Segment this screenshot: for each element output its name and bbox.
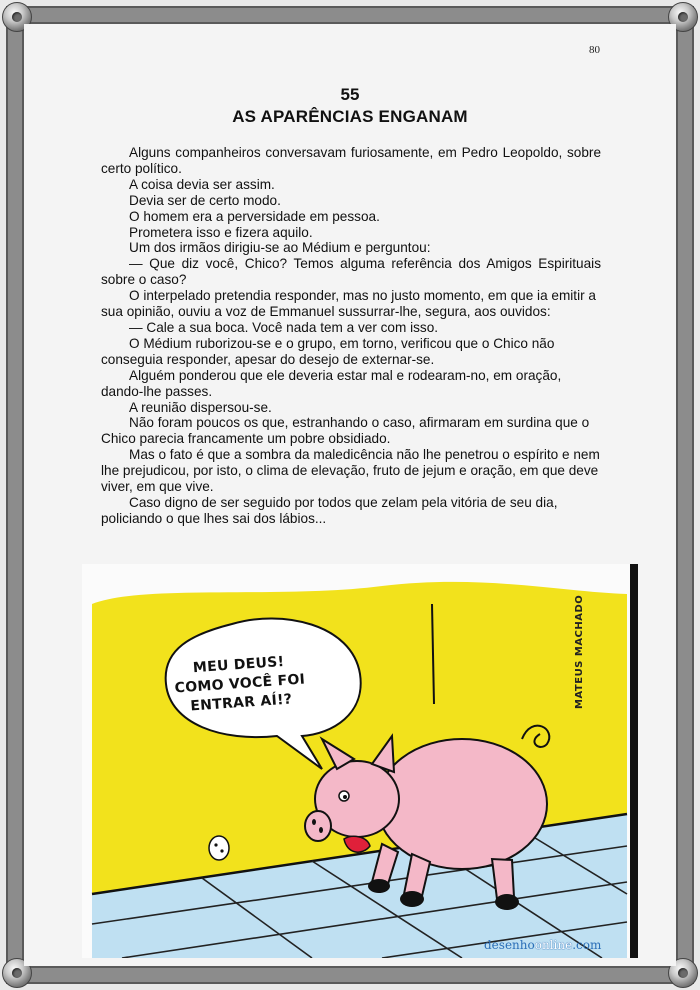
page-number: 80: [589, 44, 600, 56]
paragraph: — Que diz você, Chico? Temos alguma referência dos Amigos Espirituais sobre o caso?: [101, 256, 601, 288]
paragraph: O homem era a perversidade em pessoa.: [129, 208, 380, 224]
chapter-body: [101, 145, 601, 527]
chapter-number: 55: [340, 85, 360, 104]
paragraph: Alguém ponderou que ele deveria estar mal e rodearam-no, em oração, dando-lhe passes.: [101, 367, 562, 399]
watermark-part: .com: [572, 938, 602, 952]
watermark: [484, 938, 601, 952]
chapter-title: AS APARÊNCIAS ENGANAM: [232, 107, 468, 126]
cartoon-drawing: [82, 564, 638, 958]
paragraph: Não foram poucos os que, estranhando o caso, afirmaram em surdina que o Chico parecia francamente um pobre obsidiado.: [101, 415, 590, 447]
paragraph: Mas o fato é que a sombra da maledicência não lhe penetrou o espírito e nem lhe prejudicou, por isto, o clima de elevação, fruto de jejum e oração, em que deve viver, em que vive.: [101, 447, 600, 495]
page: [24, 24, 676, 966]
paragraph: Prometera isso e fizera aquilo.: [129, 224, 313, 240]
cartoon-illustration: [82, 564, 638, 958]
speech-line: MEU DEUS!: [192, 653, 285, 677]
paragraph: Caso digno de ser seguido por todos que zelam pela vitória de seu dia, policiando o que lhes sai dos lábios...: [101, 494, 558, 526]
speech-line: COMO VOCÊ FOI: [174, 671, 306, 697]
watermark-part: online: [534, 938, 573, 952]
speech-line: ENTRAR AÍ!?: [189, 691, 293, 715]
paragraph: Um dos irmãos dirigiu-se ao Médium e perguntou:: [129, 240, 431, 256]
speech-bubble-text: [168, 651, 312, 718]
paragraph: Alguns companheiros conversavam furiosamente, em Pedro Leopoldo, sobre certo político.: [101, 145, 601, 176]
artist-signature: MATEUS MACHADO: [574, 594, 585, 710]
paragraph: Devia ser de certo modo.: [129, 192, 281, 208]
pig-body: [377, 739, 547, 869]
paragraph: A reunião dispersou-se.: [129, 399, 272, 415]
paragraph: A coisa devia ser assim.: [129, 176, 275, 192]
paragraph: O interpelado pretendia responder, mas no justo momento, em que ia emitir a sua opinião, ouviu a voz de Emmanuel sussurrar-lhe, segura, aos ouvidos:: [101, 288, 596, 320]
paragraph: — Cale a sua boca. Você nada tem a ver com isso.: [129, 319, 439, 335]
watermark-part: desenho: [484, 938, 535, 952]
paragraph: O Médium ruborizou-se e o grupo, em torno, verificou que o Chico não conseguia responder, apesar do desejo de externar-se.: [101, 335, 555, 367]
